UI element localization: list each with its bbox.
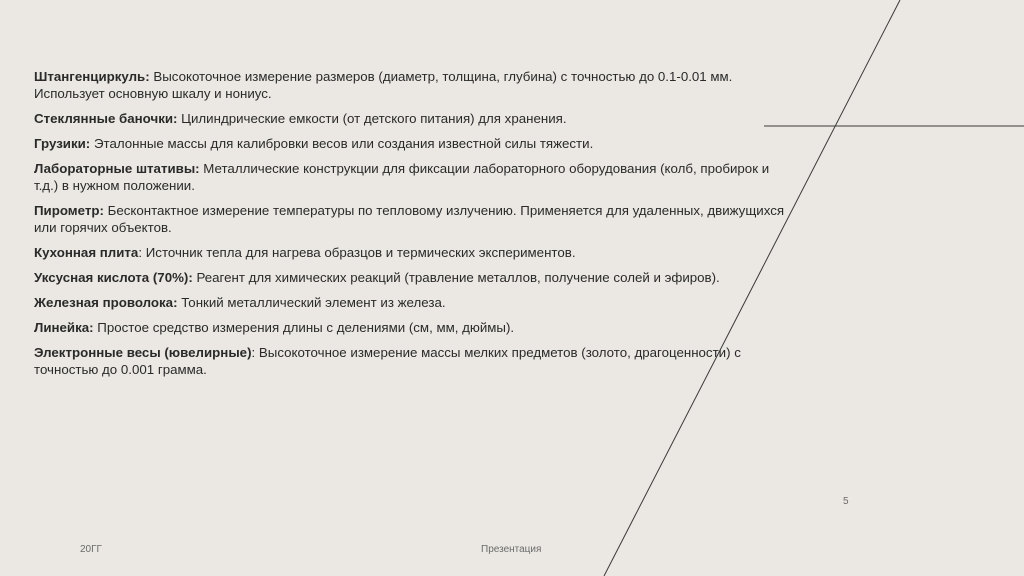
item-term: Лабораторные штативы: (34, 161, 200, 176)
item-description: Металлические конструкции для фиксации лабораторного оборудования (колб, пробирок и т.д.) в нужном положении. (34, 161, 770, 193)
list-item (34, 244, 794, 261)
item-term: Железная проволока: (34, 295, 178, 310)
item-term: Пирометр: (34, 203, 104, 218)
list-item (34, 202, 794, 236)
item-description: Цилиндрические емкости (от детского питания) для хранения. (177, 111, 567, 126)
item-term: Стеклянные баночки: (34, 111, 178, 126)
item-term: Линейка: (34, 320, 94, 335)
item-term: Грузики: (34, 136, 91, 151)
item-description: Тонкий металлический элемент из железа. (177, 295, 446, 310)
list-item (34, 160, 794, 194)
item-description: : Источник тепла для нагрева образцов и термических экспериментов. (138, 245, 576, 260)
content-list (34, 68, 794, 386)
list-item (34, 135, 794, 152)
list-item (34, 68, 794, 102)
item-description: Реагент для химических реакций (травление металлов, получение солей и эфиров). (192, 270, 720, 285)
item-description: Эталонные массы для калибровки весов или создания известной силы тяжести. (90, 136, 594, 151)
list-item (34, 344, 794, 378)
list-item (34, 319, 794, 336)
list-item (34, 269, 794, 286)
footer-date: 20ГГ (80, 544, 102, 555)
page-number: 5 (843, 496, 849, 507)
item-term: Уксусная кислота (70%): (34, 270, 193, 285)
list-item (34, 294, 794, 311)
item-description: : Высокоточное измерение массы мелких предметов (золото, драгоценности) с точностью до 0.001 грамма. (34, 345, 741, 377)
item-term: Электронные весы (ювелирные) (34, 345, 252, 360)
item-term: Кухонная плита (34, 245, 139, 260)
item-description: Простое средство измерения длины с делениями (см, мм, дюймы). (93, 320, 515, 335)
item-description: Высокоточное измерение размеров (диаметр, толщина, глубина) с точностью до 0.1-0.01 мм. Использует основную шкалу и нониус. (34, 69, 733, 101)
item-description: Бесконтактное измерение температуры по тепловому излучению. Применяется для удаленных, движущихся или горячих объектов. (34, 203, 785, 235)
list-item (34, 110, 794, 127)
footer-title: Презентация (481, 544, 542, 555)
item-term: Штангенциркуль: (34, 69, 150, 84)
